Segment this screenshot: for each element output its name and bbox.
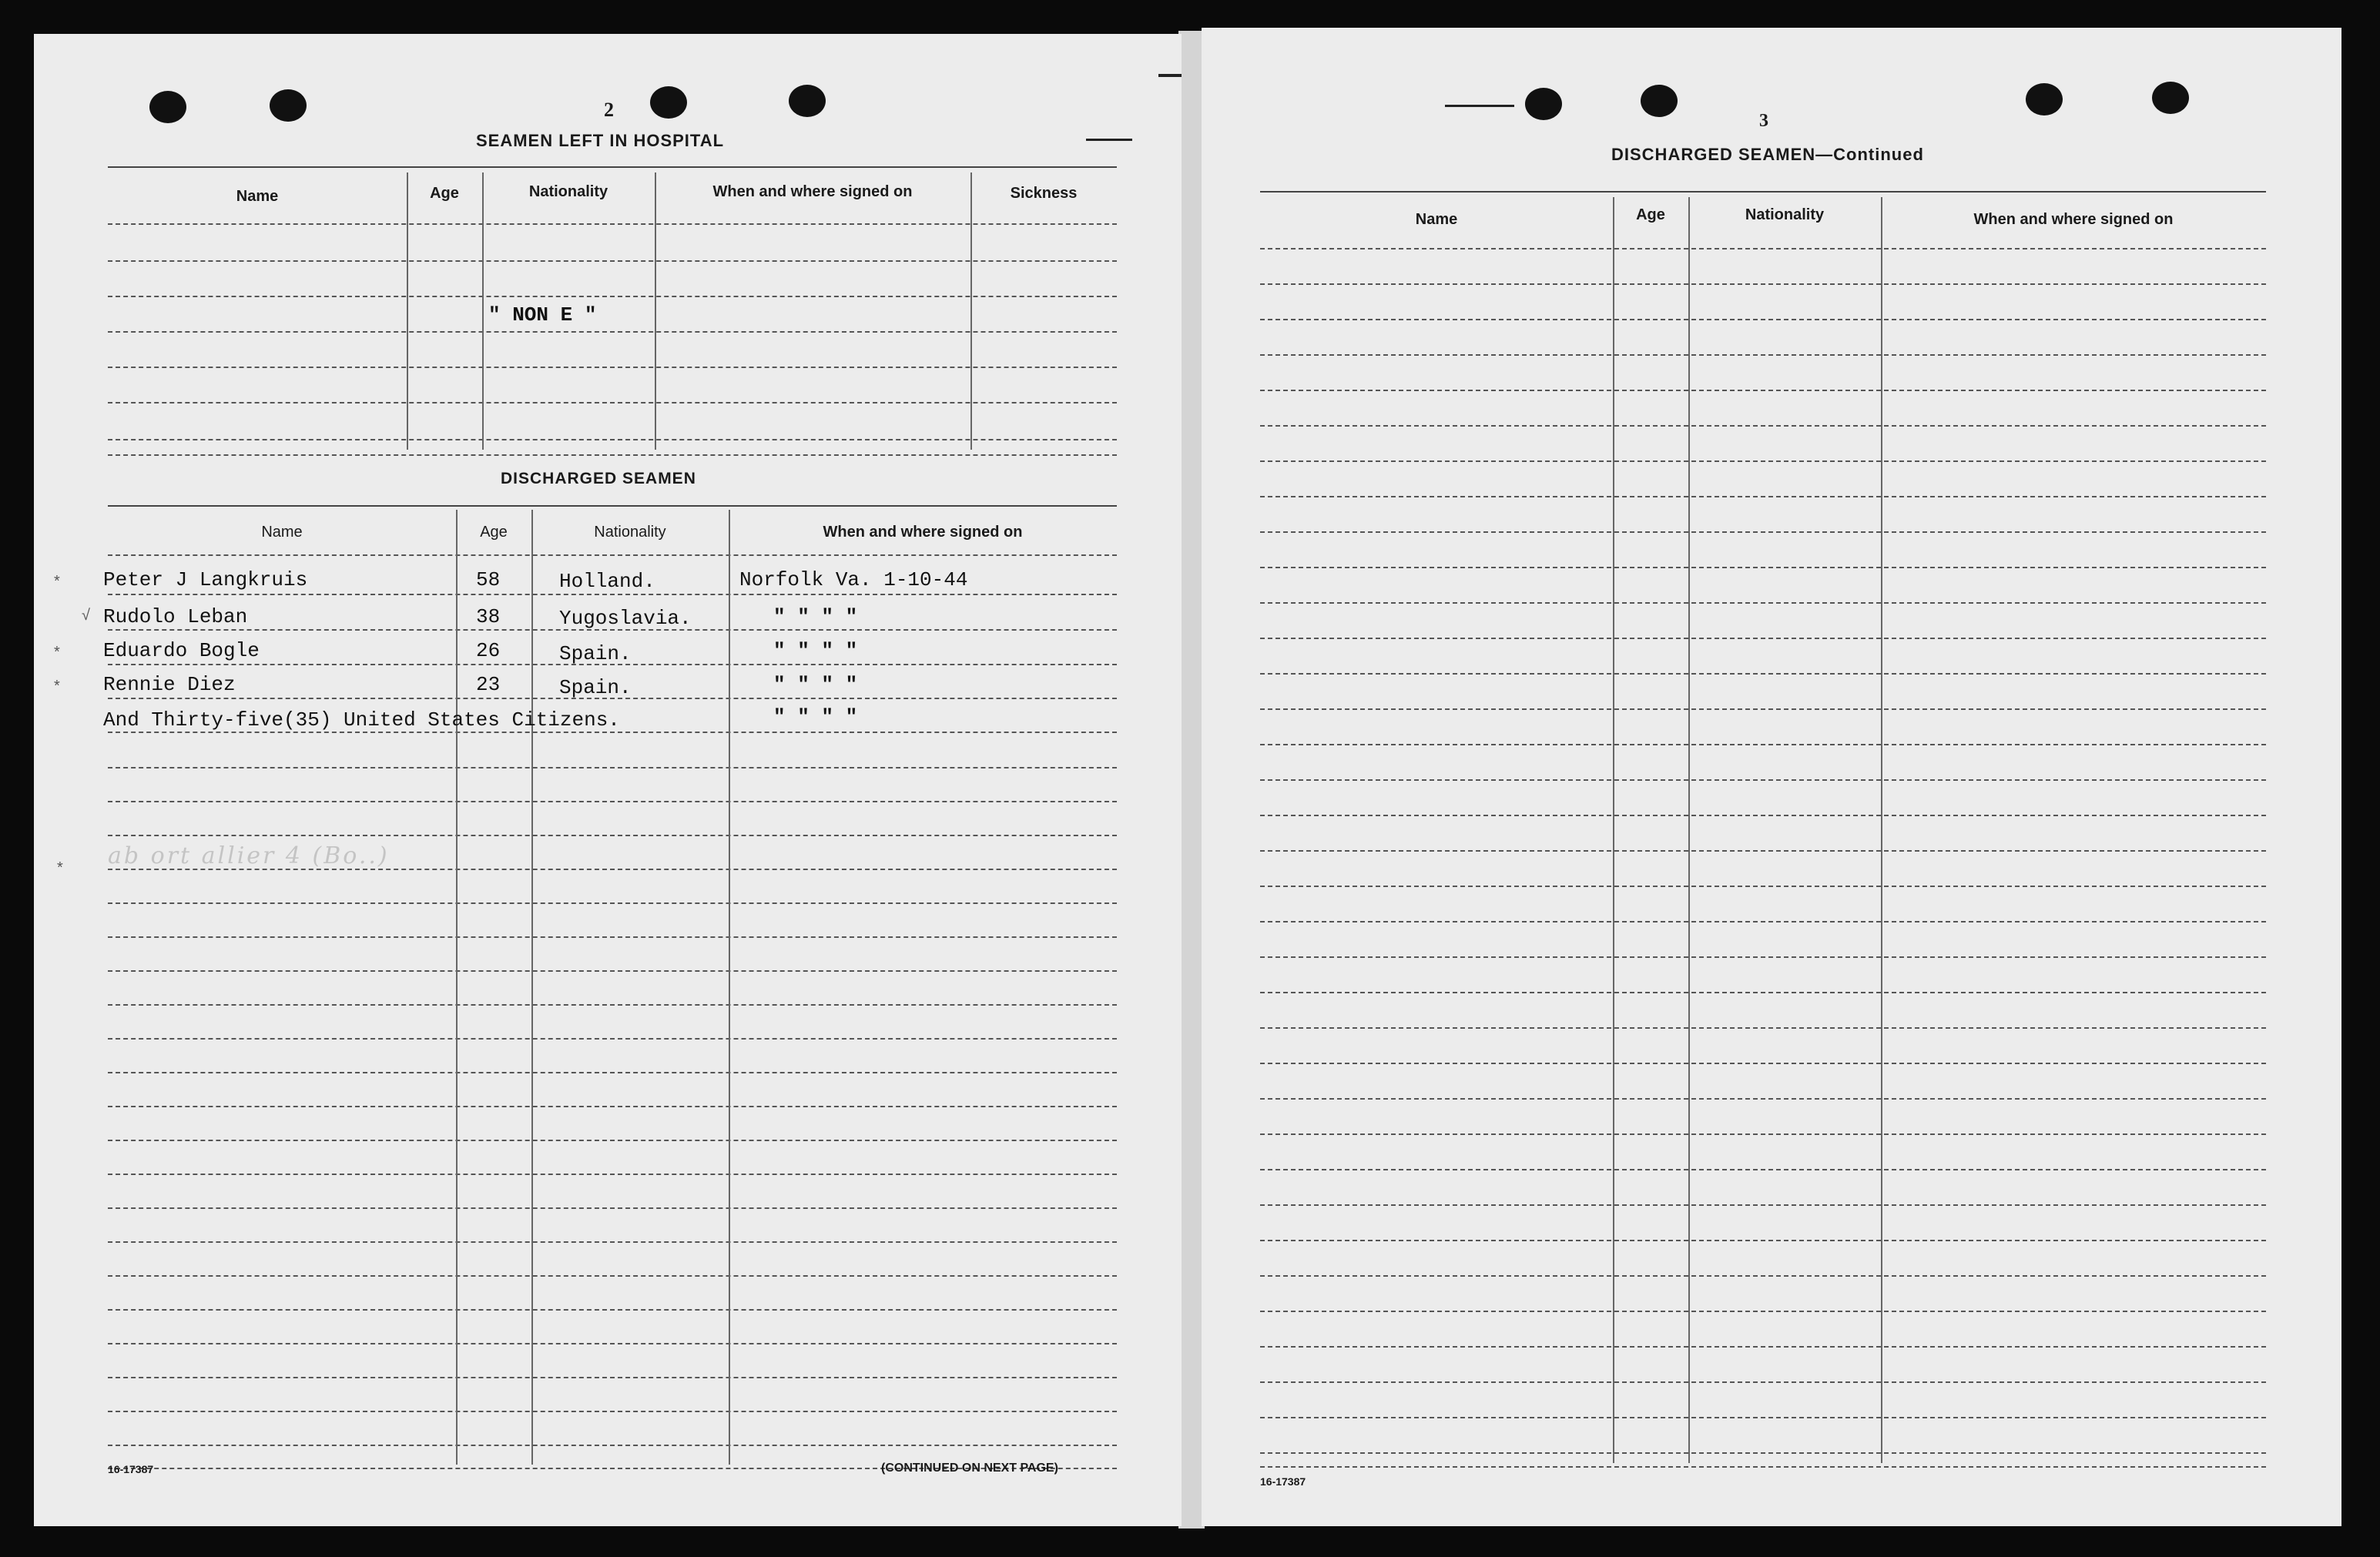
- seaman-age: 26: [476, 639, 501, 662]
- continued-col-signed: When and where signed on: [1973, 211, 2174, 228]
- rule: [1260, 191, 2266, 193]
- hospital-section-title: SEAMEN LEFT IN HOSPITAL: [476, 131, 725, 150]
- rule: [108, 223, 1117, 225]
- pencil-note: ab ort allier 4 (Bo..): [108, 842, 390, 869]
- punch-hole: [650, 86, 687, 119]
- continued-col-age: Age: [1636, 206, 1665, 223]
- rule: [1260, 779, 2266, 781]
- rule: [108, 1309, 1117, 1311]
- seaman-age: 23: [476, 673, 501, 696]
- column-divider: [729, 510, 730, 1465]
- rule: [1260, 744, 2266, 745]
- rule: [108, 732, 1117, 733]
- rule: [108, 1275, 1117, 1277]
- column-divider: [456, 510, 458, 1465]
- rule: [1260, 248, 2266, 249]
- rule: [108, 1140, 1117, 1141]
- rule: [108, 1174, 1117, 1175]
- rule: [1260, 1275, 2266, 1277]
- column-divider: [1613, 197, 1614, 1463]
- page-number: 2: [604, 99, 614, 121]
- seaman-signed-on: Norfolk Va. 1-10-44: [739, 568, 968, 591]
- continued-col-nationality: Nationality: [1745, 206, 1825, 223]
- row-mark: *: [54, 644, 60, 661]
- rule: [1260, 815, 2266, 816]
- rule: [1260, 567, 2266, 568]
- hospital-entry: " NON E ": [488, 303, 597, 326]
- hospital-col-nationality: Nationality: [528, 183, 608, 200]
- column-divider: [407, 172, 408, 450]
- rule: [1260, 638, 2266, 639]
- discharged-col-nationality: Nationality: [594, 524, 666, 541]
- rule: [108, 1343, 1117, 1344]
- seaman-signed-on: " " " ": [773, 639, 858, 662]
- seaman-nationality: Yugoslavia.: [559, 607, 692, 630]
- hospital-col-signed: When and where signed on: [712, 183, 913, 200]
- rule: [1260, 319, 2266, 320]
- rule: [108, 454, 1117, 456]
- punch-hole: [789, 85, 826, 117]
- rule: [1260, 425, 2266, 427]
- rule: [108, 767, 1117, 768]
- rule: [108, 1445, 1117, 1446]
- discharged-continued-title: DISCHARGED SEAMEN—Continued: [1611, 145, 1924, 164]
- rule: [1260, 496, 2266, 497]
- rule: [108, 1106, 1117, 1107]
- rule: [1260, 1466, 2266, 1468]
- rule: [1260, 708, 2266, 710]
- column-divider: [655, 172, 656, 450]
- rule: [108, 296, 1117, 297]
- rule: [108, 835, 1117, 836]
- rule: [1260, 1169, 2266, 1170]
- column-divider: [1881, 197, 1882, 1463]
- left-page: [34, 34, 1182, 1526]
- rule: [108, 1004, 1117, 1006]
- punch-hole: [149, 91, 186, 123]
- seaman-name: Rennie Diez: [103, 673, 236, 696]
- rule: [108, 402, 1117, 403]
- rule: [108, 936, 1117, 938]
- punch-hole: [1525, 88, 1562, 120]
- rule: [1260, 956, 2266, 958]
- rule: [108, 594, 1117, 595]
- punch-hole: [270, 89, 307, 122]
- rule: [1260, 283, 2266, 285]
- column-divider: [482, 172, 484, 450]
- discharged-col-age: Age: [480, 524, 508, 541]
- discharged-col-signed: When and where signed on: [823, 524, 1023, 541]
- seaman-nationality: Spain.: [559, 676, 632, 699]
- continued-note: (CONTINUED ON NEXT PAGE): [881, 1462, 1058, 1475]
- rule: [1260, 1027, 2266, 1029]
- seaman-name: Peter J Langkruis: [103, 568, 308, 591]
- scan-mark: [1445, 105, 1514, 107]
- row-mark: *: [54, 678, 60, 695]
- column-divider: [1688, 197, 1690, 1463]
- rule: [108, 801, 1117, 802]
- rule: [1260, 602, 2266, 604]
- rule: [108, 166, 1117, 168]
- row-mark: √: [82, 607, 90, 624]
- rule: [1260, 531, 2266, 533]
- column-divider: [531, 510, 533, 1465]
- seaman-signed-on: " " " ": [773, 605, 858, 628]
- seaman-age: 58: [476, 568, 501, 591]
- rule: [108, 331, 1117, 333]
- rule: [108, 367, 1117, 368]
- rule: [108, 505, 1117, 507]
- punch-hole: [2026, 83, 2063, 116]
- page-gutter: [1178, 31, 1205, 1529]
- scan-mark: [1086, 139, 1132, 141]
- discharged-col-name: Name: [261, 524, 303, 541]
- rule: [108, 1038, 1117, 1040]
- rule: [108, 260, 1117, 262]
- row-mark: *: [57, 859, 63, 876]
- scan-mark: [1158, 74, 1182, 77]
- rule: [1260, 1381, 2266, 1383]
- rule: [1260, 992, 2266, 993]
- hospital-col-sickness: Sickness: [1010, 185, 1078, 202]
- summary-ditto: " " " ": [773, 705, 858, 728]
- row-mark: *: [54, 573, 60, 590]
- rule: [108, 902, 1117, 904]
- rule: [108, 1241, 1117, 1243]
- continued-col-name: Name: [1415, 211, 1458, 228]
- rule: [1260, 1417, 2266, 1418]
- rule: [1260, 1452, 2266, 1454]
- seaman-name: Eduardo Bogle: [103, 639, 260, 662]
- punch-hole: [2152, 82, 2189, 114]
- column-divider: [970, 172, 972, 450]
- rule: [108, 1377, 1117, 1378]
- seaman-signed-on: " " " ": [773, 673, 858, 696]
- rule: [108, 1411, 1117, 1412]
- rule: [1260, 921, 2266, 922]
- seaman-nationality: Holland.: [559, 570, 655, 593]
- punch-hole: [1641, 85, 1678, 117]
- rule: [1260, 886, 2266, 887]
- rule: [108, 554, 1117, 556]
- rule: [1260, 460, 2266, 462]
- rule: [1260, 390, 2266, 391]
- summary-line: And Thirty-five(35) United States Citizens.: [103, 708, 620, 732]
- rule: [108, 1207, 1117, 1209]
- discharged-section-title: DISCHARGED SEAMEN: [501, 470, 696, 487]
- seaman-nationality: Spain.: [559, 642, 632, 665]
- hospital-col-age: Age: [430, 185, 459, 202]
- rule: [1260, 1204, 2266, 1206]
- right-page: [1202, 28, 2341, 1526]
- rule: [1260, 354, 2266, 356]
- rule: [1260, 1063, 2266, 1064]
- hospital-col-name: Name: [236, 188, 279, 205]
- rule: [1260, 1240, 2266, 1241]
- rule: [108, 1072, 1117, 1073]
- form-number: 16-17387: [108, 1463, 154, 1475]
- rule: [1260, 850, 2266, 852]
- rule: [1260, 673, 2266, 675]
- page-number: 3: [1759, 111, 1768, 131]
- rule: [108, 970, 1117, 972]
- rule: [1260, 1098, 2266, 1100]
- rule: [108, 439, 1117, 440]
- rule: [1260, 1311, 2266, 1312]
- rule: [1260, 1346, 2266, 1348]
- seaman-age: 38: [476, 605, 501, 628]
- seaman-name: Rudolo Leban: [103, 605, 248, 628]
- rule: [1260, 1133, 2266, 1135]
- form-number: 16-17387: [1260, 1475, 1306, 1488]
